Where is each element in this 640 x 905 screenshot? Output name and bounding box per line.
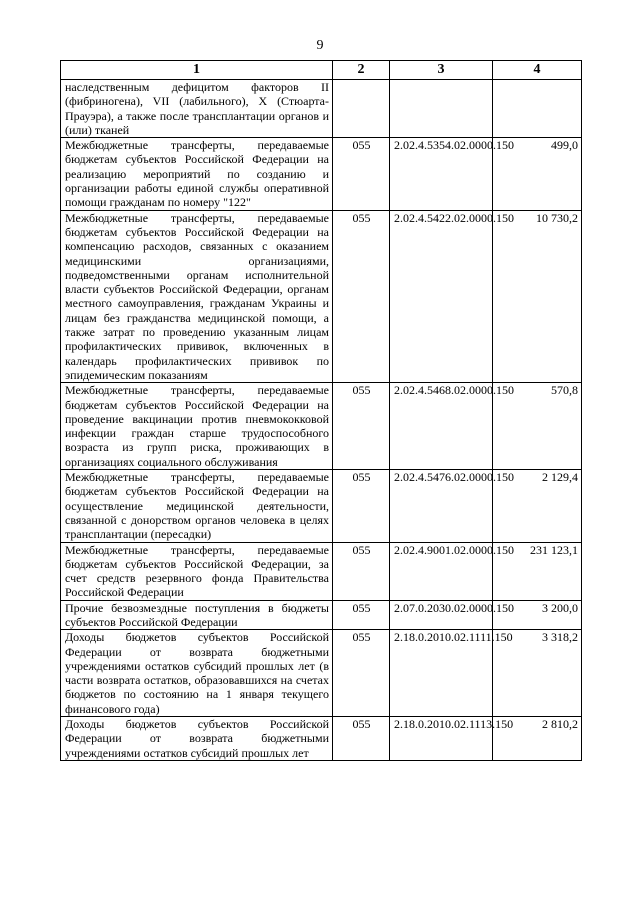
row-budget-code: 2.18.0.2010.02.1111.150 (390, 630, 493, 717)
column-header: 2 (333, 61, 390, 80)
row-budget-code: 2.02.4.5468.02.0000.150 (390, 383, 493, 470)
row-admin-code: 055 (333, 630, 390, 717)
row-admin-code: 055 (333, 210, 390, 383)
table-row (61, 630, 582, 717)
row-amount: 3 200,0 (493, 600, 582, 630)
row-description: Доходы бюджетов субъектов Российской Федерации от возврата бюджетными учреждениями остатков субсидий прошлых лет (в части возврата остатков, образовавшихся на счетах бюджетов по состоянию на 1 января текущего финансового года) (61, 630, 333, 717)
row-budget-code: 2.18.0.2010.02.1113.150 (390, 717, 493, 761)
row-admin-code: 055 (333, 717, 390, 761)
column-header: 1 (61, 61, 333, 80)
table-row (61, 470, 582, 542)
row-admin-code: 055 (333, 542, 390, 600)
row-budget-code: 2.02.4.5422.02.0000.150 (390, 210, 493, 383)
row-amount: 2 810,2 (493, 717, 582, 761)
table-row (61, 542, 582, 600)
row-amount: 3 318,2 (493, 630, 582, 717)
row-admin-code (333, 80, 390, 138)
row-amount: 2 129,4 (493, 470, 582, 542)
row-budget-code: 2.07.0.2030.02.0000.150 (390, 600, 493, 630)
row-amount: 499,0 (493, 138, 582, 210)
row-description: Межбюджетные трансферты, передаваемые бюджетам субъектов Российской Федерации на проведение вакцинации против пневмококковой инфекции граждан старше трудоспособного возраста из групп риска, проживающих в организациях социального обслуживания (61, 383, 333, 470)
row-admin-code: 055 (333, 470, 390, 542)
row-budget-code (390, 80, 493, 138)
row-description: Прочие безвозмездные поступления в бюджеты субъектов Российской Федерации (61, 600, 333, 630)
table-row (61, 138, 582, 210)
row-description: Межбюджетные трансферты, передаваемые бюджетам субъектов Российской Федерации на компенсацию расходов, связанных с оказанием медицинскими организациями, подведомственными органам исполнительной власти субъектов Российской Федерации, органам местного самоуправления, гражданам Украины и лицам без гражданства медицинской помощи, а также затрат по проведению указанным лицам профилактических прививок, включенных в календарь профилактических прививок по эпидемическим показаниям (61, 210, 333, 383)
row-description: Межбюджетные трансферты, передаваемые бюджетам субъектов Российской Федерации, за счет средств резервного фонда Правительства Российской Федерации (61, 542, 333, 600)
row-admin-code: 055 (333, 600, 390, 630)
row-budget-code: 2.02.4.9001.02.0000.150 (390, 542, 493, 600)
row-description: Межбюджетные трансферты, передаваемые бюджетам субъектов Российской Федерации на реализацию мероприятий по созданию и организации работы единой службы оперативной помощи гражданам по номеру "122" (61, 138, 333, 210)
table-row (61, 383, 582, 470)
row-amount: 10 730,2 (493, 210, 582, 383)
row-admin-code: 055 (333, 383, 390, 470)
row-description: наследственным дефицитом факторов II (фибриногена), VII (лабильного), X (Стюарта-Прауэра), а также после трансплантации органов и (или) тканей (61, 80, 333, 138)
table-row (61, 600, 582, 630)
column-header: 3 (390, 61, 493, 80)
budget-table (60, 60, 582, 761)
row-description: Доходы бюджетов субъектов Российской Федерации от возврата бюджетными учреждениями остатков субсидий прошлых лет (61, 717, 333, 761)
row-description: Межбюджетные трансферты, передаваемые бюджетам субъектов Российской Федерации на осуществление медицинской деятельности, связанной с донорством органов человека в целях трансплантации (пересадки) (61, 470, 333, 542)
row-amount: 570,8 (493, 383, 582, 470)
page-number: 9 (316, 38, 324, 53)
row-budget-code: 2.02.4.5354.02.0000.150 (390, 138, 493, 210)
row-admin-code: 055 (333, 138, 390, 210)
table-row (61, 210, 582, 383)
row-amount: 231 123,1 (493, 542, 582, 600)
row-amount (493, 80, 582, 138)
table-header-row (61, 61, 582, 80)
column-header: 4 (493, 61, 582, 80)
table-row (61, 717, 582, 761)
table-row (61, 80, 582, 138)
row-budget-code: 2.02.4.5476.02.0000.150 (390, 470, 493, 542)
